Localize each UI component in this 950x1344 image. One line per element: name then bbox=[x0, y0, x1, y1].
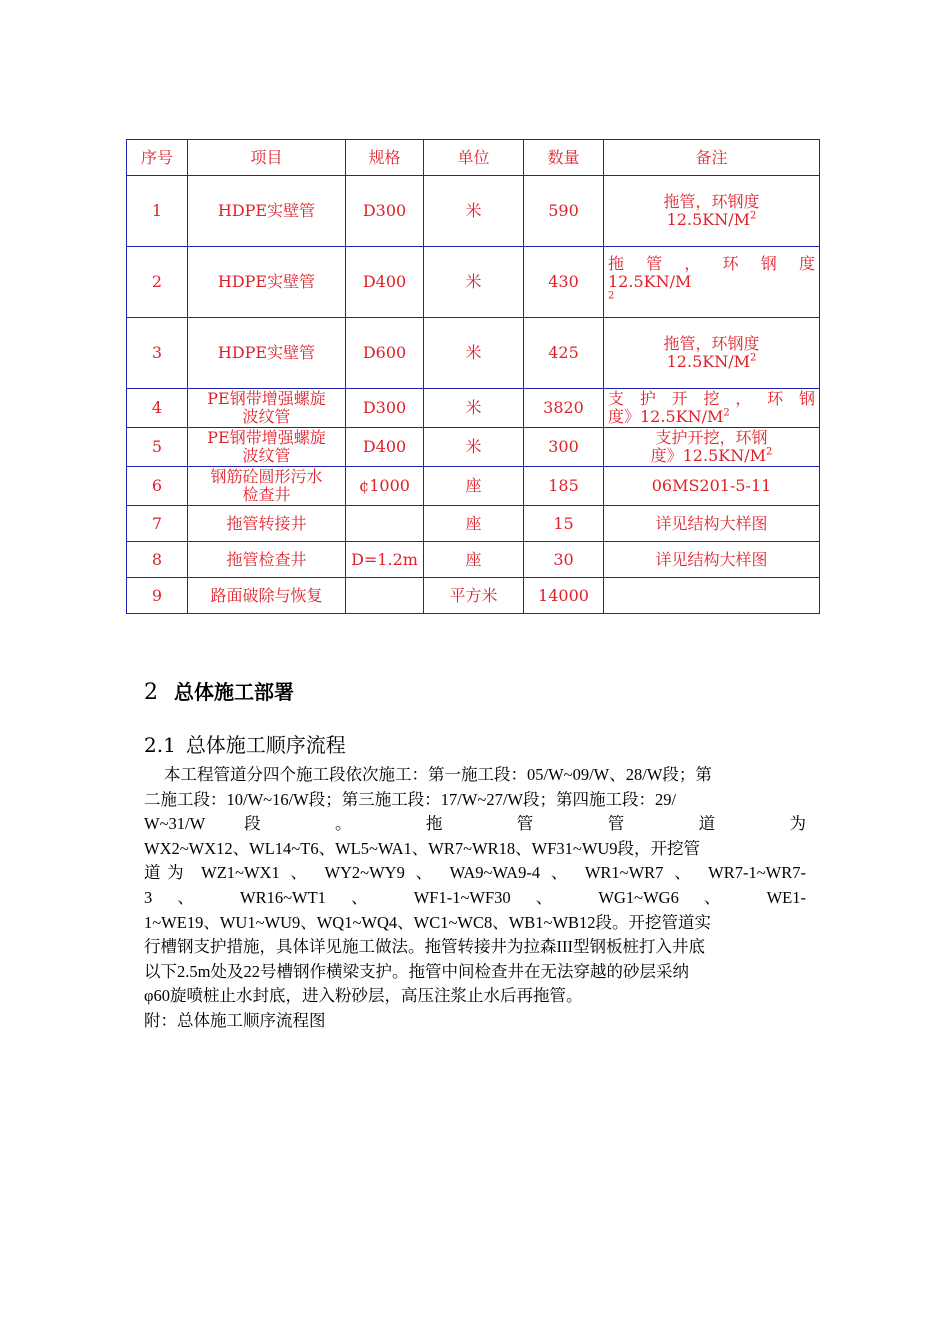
item-line2: 检查井 bbox=[242, 485, 291, 504]
cell-item: 拖管转接井 bbox=[188, 506, 346, 542]
body-line: 本工程管道分四个施工段依次施工：第一施工段：05/W~09/W、28/W段；第 bbox=[164, 765, 712, 784]
cell-item bbox=[188, 428, 346, 467]
header-unit: 单位 bbox=[424, 140, 524, 176]
item-line1: PE钢带增强螺旋 bbox=[207, 428, 326, 447]
note-line1: 支 护 开 挖 ， 环 钢 bbox=[608, 389, 815, 408]
cell-note bbox=[604, 389, 820, 428]
note-sup: 2 bbox=[608, 290, 615, 302]
body-line: 道为 WZ1~WX1 、 WY2~WY9 、 WA9~WA9-4 、 WR1~WR7 、 WR7-1~WR7- bbox=[144, 863, 806, 883]
cell-no: 9 bbox=[127, 578, 188, 614]
table-row bbox=[127, 506, 820, 542]
table-row bbox=[127, 247, 820, 318]
note-sup: 2 bbox=[723, 407, 730, 419]
cell-item bbox=[188, 467, 346, 506]
section-number: 2 bbox=[144, 680, 158, 705]
header-note: 备注 bbox=[604, 140, 820, 176]
cell-qty: 185 bbox=[524, 467, 604, 506]
cell-qty: 14000 bbox=[524, 578, 604, 614]
cell-note bbox=[604, 428, 820, 467]
cell-no: 7 bbox=[127, 506, 188, 542]
note-text: 12.5KN/M bbox=[666, 210, 750, 229]
cell-item: 拖管检查井 bbox=[188, 542, 346, 578]
materials-table bbox=[126, 139, 820, 614]
table-row bbox=[127, 467, 820, 506]
cell-unit: 米 bbox=[424, 176, 524, 247]
cell-item: 路面破除与恢复 bbox=[188, 578, 346, 614]
cell-note: 06MS201-5-11 bbox=[604, 467, 820, 506]
body-line: 以下2.5m处及22号槽钢作横梁支护。拖管中间检查井在无法穿越的砂层采纳 bbox=[144, 961, 689, 981]
table-header-row bbox=[127, 140, 820, 176]
note-line2 bbox=[608, 353, 815, 371]
subsection-heading bbox=[144, 729, 346, 758]
body-line: 1~WE19、WU1~WU9、WQ1~WQ4、WC1~WC8、WB1~WB12段。开挖管道实 bbox=[144, 912, 712, 932]
item-line2: 波纹管 bbox=[242, 407, 291, 426]
subsection-title: 总体施工顺序流程 bbox=[185, 733, 346, 757]
table-row bbox=[127, 542, 820, 578]
cell-note bbox=[604, 247, 820, 318]
cell-item: HDPE实壁管 bbox=[188, 247, 346, 318]
cell-spec: D600 bbox=[346, 318, 424, 389]
table-row bbox=[127, 428, 820, 467]
note-text: 12.5KN/M bbox=[666, 352, 750, 371]
note-sup: 2 bbox=[749, 352, 757, 364]
body-line: 行槽钢支护措施，具体详见施工做法。拖管转接井为拉森III型钢板桩打入井底 bbox=[144, 937, 705, 957]
note-text: 度》12.5KN/M bbox=[650, 446, 766, 465]
cell-unit: 座 bbox=[424, 506, 524, 542]
cell-qty: 3820 bbox=[524, 389, 604, 428]
note-line2 bbox=[608, 408, 815, 426]
cell-unit: 平方米 bbox=[424, 578, 524, 614]
cell-note bbox=[604, 176, 820, 247]
body-line: φ60旋喷桩止水封底，进入粉砂层，高压注浆止水后再拖管。 bbox=[144, 986, 583, 1006]
cell-note: 详见结构大样图 bbox=[604, 542, 820, 578]
table-row bbox=[127, 578, 820, 614]
note-text: 12.5KN/M bbox=[608, 272, 692, 291]
section-heading bbox=[144, 676, 294, 705]
body-line: 二施工段：10/W~16/W段；第三施工段：17/W~27/W段；第四施工段：29/ bbox=[144, 789, 677, 809]
cell-no: 8 bbox=[127, 542, 188, 578]
cell-no: 3 bbox=[127, 318, 188, 389]
body-line: 3 、 WR16~WT1 、 WF1-1~WF30 、 WG1~WG6 、 WE1- bbox=[144, 887, 806, 907]
cell-spec: D300 bbox=[346, 176, 424, 247]
body-line: W~31/W 段 。 拖 管 管 道 为 bbox=[144, 814, 806, 834]
cell-no: 2 bbox=[127, 247, 188, 318]
item-line1: PE钢带增强螺旋 bbox=[207, 389, 326, 408]
note-sup: 2 bbox=[765, 446, 773, 458]
cell-no: 4 bbox=[127, 389, 188, 428]
header-spec: 规格 bbox=[346, 140, 424, 176]
subsection-number: 2.1 bbox=[144, 733, 176, 757]
cell-unit: 米 bbox=[424, 428, 524, 467]
header-qty: 数量 bbox=[524, 140, 604, 176]
body-paragraph bbox=[144, 763, 806, 1034]
cell-note: 详见结构大样图 bbox=[604, 506, 820, 542]
cell-spec: D400 bbox=[346, 428, 424, 467]
body-line: WX2~WX12、WL14~T6、WL5~WA1、WR7~WR18、WF31~WU9段，开挖管 bbox=[144, 838, 701, 858]
header-item: 项目 bbox=[188, 140, 346, 176]
attachment-note: 附：总体施工顺序流程图 bbox=[144, 1010, 326, 1030]
cell-spec: D300 bbox=[346, 389, 424, 428]
cell-qty: 300 bbox=[524, 428, 604, 467]
header-no: 序号 bbox=[127, 140, 188, 176]
table-row bbox=[127, 176, 820, 247]
cell-no: 6 bbox=[127, 467, 188, 506]
note-line2 bbox=[608, 273, 815, 309]
cell-no: 1 bbox=[127, 176, 188, 247]
cell-spec: D=1.2m bbox=[346, 542, 424, 578]
cell-unit: 座 bbox=[424, 467, 524, 506]
cell-unit: 米 bbox=[424, 318, 524, 389]
cell-item: HDPE实壁管 bbox=[188, 176, 346, 247]
cell-qty: 15 bbox=[524, 506, 604, 542]
cell-spec: ¢1000 bbox=[346, 467, 424, 506]
cell-spec bbox=[346, 578, 424, 614]
table-row bbox=[127, 389, 820, 428]
note-sup: 2 bbox=[749, 210, 757, 222]
cell-unit: 米 bbox=[424, 247, 524, 318]
note-line2 bbox=[608, 447, 815, 465]
note-text: 度》12.5KN/M bbox=[608, 407, 724, 426]
cell-qty: 30 bbox=[524, 542, 604, 578]
note-line1: 支护开挖，环钢 bbox=[655, 428, 768, 447]
cell-spec: D400 bbox=[346, 247, 424, 318]
note-line2 bbox=[608, 211, 815, 229]
section-title: 总体施工部署 bbox=[174, 680, 294, 704]
cell-no: 5 bbox=[127, 428, 188, 467]
cell-qty: 425 bbox=[524, 318, 604, 389]
note-line1: 拖管，环钢度 bbox=[663, 334, 760, 353]
cell-unit: 米 bbox=[424, 389, 524, 428]
item-line2: 波纹管 bbox=[242, 446, 291, 465]
cell-item bbox=[188, 389, 346, 428]
cell-item: HDPE实壁管 bbox=[188, 318, 346, 389]
note-line1: 拖 管 ， 环 钢 度 bbox=[608, 254, 815, 273]
item-line1: 钢筋砼圆形污水 bbox=[210, 467, 323, 486]
note-line1: 拖管，环钢度 bbox=[663, 192, 760, 211]
cell-note bbox=[604, 318, 820, 389]
cell-spec bbox=[346, 506, 424, 542]
cell-qty: 430 bbox=[524, 247, 604, 318]
table-row bbox=[127, 318, 820, 389]
cell-note bbox=[604, 578, 820, 614]
cell-qty: 590 bbox=[524, 176, 604, 247]
cell-unit: 座 bbox=[424, 542, 524, 578]
